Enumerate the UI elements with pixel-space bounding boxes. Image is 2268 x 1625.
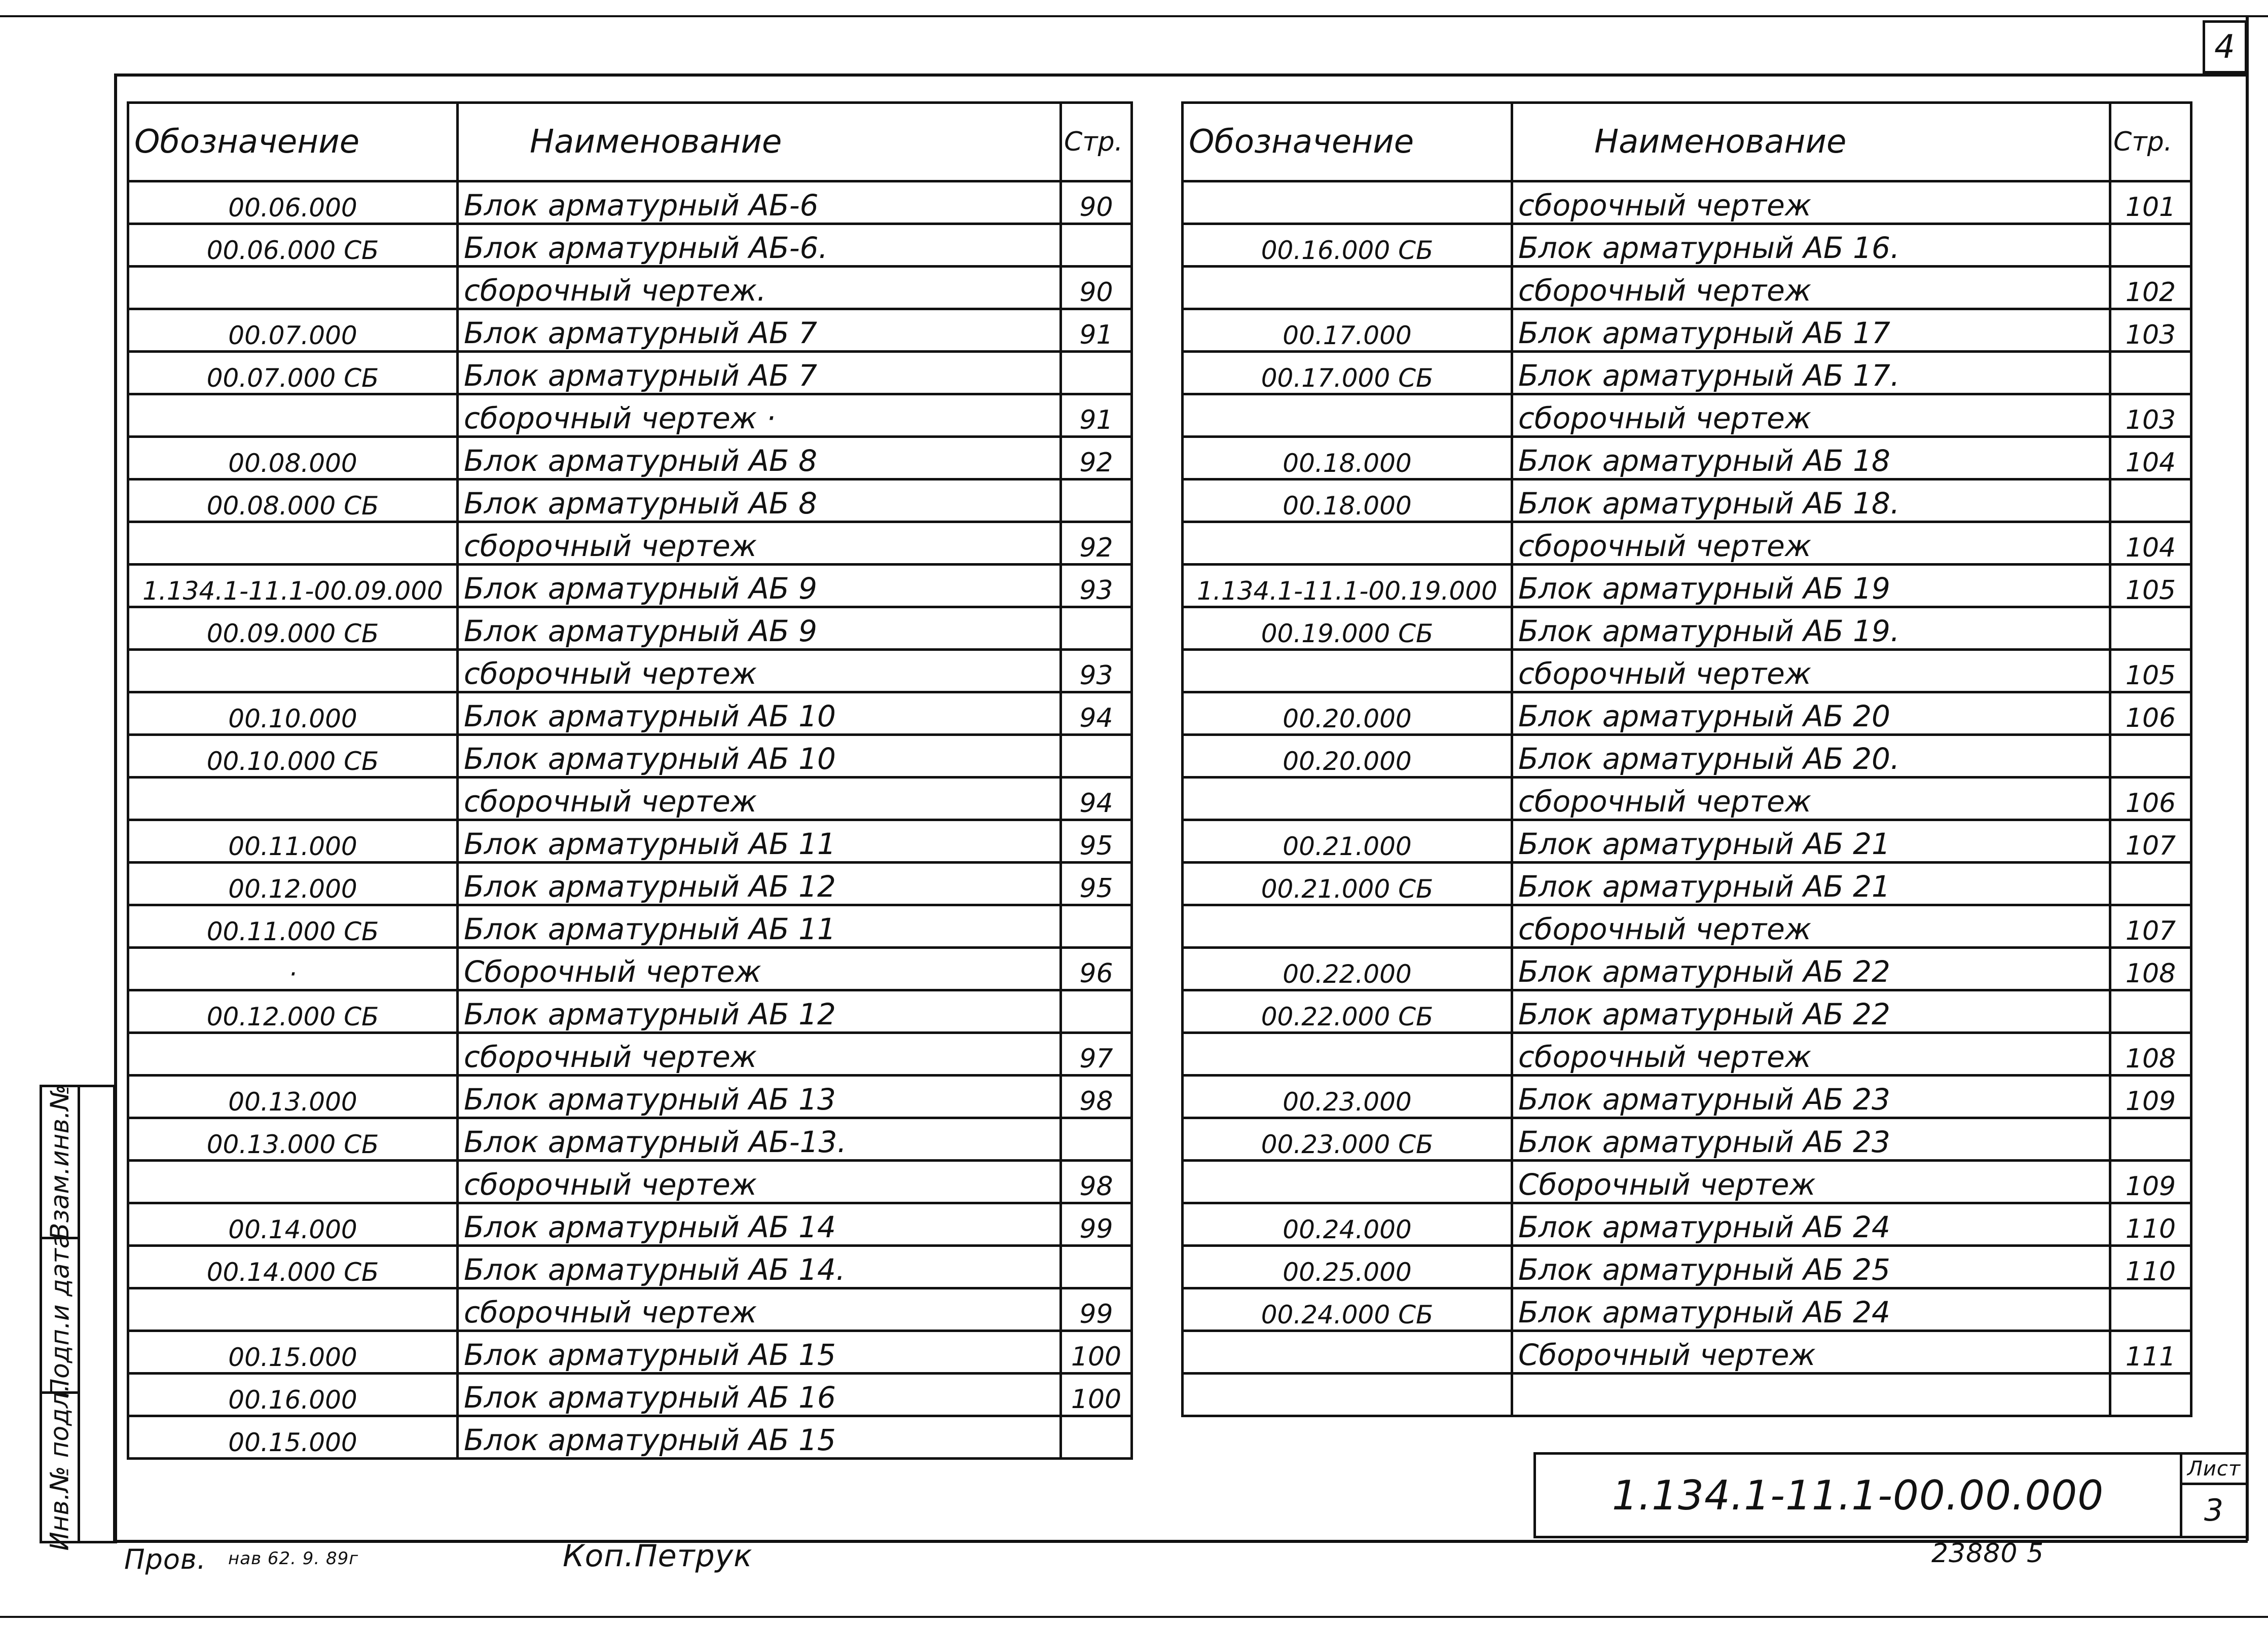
- table-row: [128, 735, 1132, 778]
- side-strip-divider: [78, 1087, 80, 1541]
- table-row: [1183, 1374, 2191, 1416]
- designation-cell: 00.14.000: [128, 1203, 458, 1246]
- designation-cell: [1183, 1033, 1512, 1076]
- designation-cell: 00.21.000 СБ: [1183, 863, 1512, 905]
- table-row: [128, 692, 1132, 735]
- page-cell: [1061, 1246, 1132, 1288]
- name-cell: сборочный чертеж: [1512, 905, 2110, 948]
- name-cell: Блок арматурный АБ 14.: [458, 1246, 1061, 1288]
- page-cell: 109: [2110, 1161, 2191, 1203]
- page-cell: [1061, 1416, 1132, 1459]
- table-row: [1183, 905, 2191, 948]
- designation-cell: [128, 1288, 458, 1331]
- designation-cell: 00.12.000 СБ: [128, 990, 458, 1033]
- name-cell: сборочный чертеж: [1512, 650, 2110, 692]
- name-cell: Блок арматурный АБ 14: [458, 1203, 1061, 1246]
- table-row: [1183, 309, 2191, 352]
- table-row: [128, 309, 1132, 352]
- name-cell: Блок арматурный АБ 18.: [1512, 479, 2110, 522]
- table-row: [128, 948, 1132, 990]
- page-cell: 107: [2110, 905, 2191, 948]
- designation-cell: [128, 522, 458, 565]
- designation-cell: 00.06.000: [128, 181, 458, 224]
- designation-cell: 00.16.000 СБ: [1183, 224, 1512, 267]
- name-cell: Блок арматурный АБ 8: [458, 437, 1061, 479]
- checked-signature: нав 62. 9. 89г: [228, 1548, 359, 1569]
- name-cell: Блок арматурный АБ 24: [1512, 1288, 2110, 1331]
- page-cell: [2110, 735, 2191, 778]
- designation-cell: 1.134.1-11.1-00.09.000: [128, 565, 458, 607]
- designation-cell: [1183, 1374, 1512, 1416]
- table-row: [1183, 479, 2191, 522]
- page-cell: 95: [1061, 863, 1132, 905]
- designation-cell: 00.14.000 СБ: [128, 1246, 458, 1288]
- name-cell: сборочный чертеж: [458, 778, 1061, 820]
- name-cell: Блок арматурный АБ 19: [1512, 565, 2110, 607]
- table-row: [128, 1331, 1132, 1374]
- name-cell: Блок арматурный АБ-13.: [458, 1118, 1061, 1161]
- frame-top-line: [116, 73, 2248, 77]
- designation-cell: [1183, 905, 1512, 948]
- name-cell: Блок арматурный АБ 22: [1512, 990, 2110, 1033]
- page-cell: 102: [2110, 267, 2191, 309]
- table-row: [1183, 778, 2191, 820]
- table-row: [1183, 267, 2191, 309]
- page-cell: 110: [2110, 1246, 2191, 1288]
- name-cell: Блок арматурный АБ 8: [458, 479, 1061, 522]
- name-cell: Сборочный чертеж: [1512, 1331, 2110, 1374]
- name-cell: Блок арматурный АБ 15: [458, 1416, 1061, 1459]
- page-cell: 104: [2110, 437, 2191, 479]
- side-cell-swap-inv: [42, 1084, 78, 1240]
- page-cell: 90: [1061, 181, 1132, 224]
- designation-cell: [1183, 394, 1512, 437]
- page-cell: [1061, 479, 1132, 522]
- sheet-label-cell: [2182, 1455, 2246, 1485]
- name-cell: Блок арматурный АБ 13: [458, 1076, 1061, 1118]
- designation-cell: 00.06.000 СБ: [128, 224, 458, 267]
- designation-cell: [1183, 1161, 1512, 1203]
- left-table-header-row: [128, 103, 1132, 181]
- designation-cell: 00.10.000: [128, 692, 458, 735]
- name-cell: Блок арматурный АБ 9: [458, 607, 1061, 650]
- designation-cell: 00.19.000 СБ: [1183, 607, 1512, 650]
- page-cell: 100: [1061, 1331, 1132, 1374]
- table-row: [1183, 650, 2191, 692]
- designation-cell: [128, 394, 458, 437]
- designation-cell: 00.25.000: [1183, 1246, 1512, 1288]
- designation-cell: 00.21.000: [1183, 820, 1512, 863]
- table-row: [1183, 948, 2191, 990]
- table-row: [128, 607, 1132, 650]
- designation-cell: 1.134.1-11.1-00.19.000: [1183, 565, 1512, 607]
- name-cell: Блок арматурный АБ 25: [1512, 1246, 2110, 1288]
- page-cell: 101: [2110, 181, 2191, 224]
- left-table-body: [128, 181, 1132, 1459]
- designation-cell: [1183, 650, 1512, 692]
- designation-cell: 00.15.000: [128, 1416, 458, 1459]
- table-row: [1183, 224, 2191, 267]
- designation-cell: [128, 1161, 458, 1203]
- sheet-top-border: [0, 15, 2268, 17]
- name-cell: Блок арматурный АБ 12: [458, 990, 1061, 1033]
- table-row: [1183, 1331, 2191, 1374]
- page-cell: 105: [2110, 565, 2191, 607]
- table-row: [1183, 735, 2191, 778]
- designation-cell: 00.18.000: [1183, 479, 1512, 522]
- table-row: [128, 181, 1132, 224]
- table-row: [128, 1161, 1132, 1203]
- side-cell-sign-date: [42, 1233, 78, 1398]
- table-row: [1183, 692, 2191, 735]
- right-table-header-row: [1183, 103, 2191, 181]
- designation-cell: 00.17.000 СБ: [1183, 352, 1512, 394]
- sheet-number: 3: [2204, 1493, 2224, 1528]
- table-row: [128, 437, 1132, 479]
- table-row: [128, 267, 1132, 309]
- name-cell: Блок арматурный АБ-6: [458, 181, 1061, 224]
- name-cell: Блок арматурный АБ 7: [458, 309, 1061, 352]
- name-cell: [1512, 1374, 2110, 1416]
- name-cell: Блок арматурный АБ-6.: [458, 224, 1061, 267]
- designation-cell: 00.16.000: [128, 1374, 458, 1416]
- table-row: [1183, 394, 2191, 437]
- designation-cell: 00.08.000 СБ: [128, 479, 458, 522]
- frame-bottom-line: [116, 1540, 2248, 1543]
- page-cell: 106: [2110, 778, 2191, 820]
- page-cell: 91: [1061, 394, 1132, 437]
- table-row: [128, 1374, 1132, 1416]
- name-cell: Блок арматурный АБ 20.: [1512, 735, 2110, 778]
- page-cell: [1061, 905, 1132, 948]
- designation-cell: 00.17.000: [1183, 309, 1512, 352]
- page-cell: 99: [1061, 1288, 1132, 1331]
- page-cell: 96: [1061, 948, 1132, 990]
- name-cell: Блок арматурный АБ 22: [1512, 948, 2110, 990]
- page-cell: 106: [2110, 692, 2191, 735]
- name-cell: сборочный чертеж: [458, 1161, 1061, 1203]
- name-cell: Блок арматурный АБ 12: [458, 863, 1061, 905]
- left-header-designation: Обозначение: [128, 103, 458, 181]
- page-cell: 92: [1061, 437, 1132, 479]
- sheet-bottom-border: [0, 1616, 2268, 1618]
- table-row: [128, 778, 1132, 820]
- name-cell: Сборочный чертеж: [458, 948, 1061, 990]
- name-cell: сборочный чертеж: [1512, 394, 2110, 437]
- table-row: [1183, 1288, 2191, 1331]
- designation-cell: [128, 778, 458, 820]
- designation-cell: [1183, 181, 1512, 224]
- page-cell: 93: [1061, 650, 1132, 692]
- side-cell-inv-orig: [42, 1384, 78, 1551]
- designation-cell: 00.24.000 СБ: [1183, 1288, 1512, 1331]
- table-row: [1183, 1076, 2191, 1118]
- page-cell: [2110, 1288, 2191, 1331]
- table-row: [128, 1033, 1132, 1076]
- table-row: [128, 352, 1132, 394]
- name-cell: Блок арматурный АБ 24: [1512, 1203, 2110, 1246]
- name-cell: Блок арматурный АБ 11: [458, 905, 1061, 948]
- designation-cell: ·: [128, 948, 458, 990]
- designation-cell: 00.12.000: [128, 863, 458, 905]
- name-cell: Блок арматурный АБ 11: [458, 820, 1061, 863]
- page-cell: 93: [1061, 565, 1132, 607]
- designation-cell: [128, 267, 458, 309]
- name-cell: Блок арматурный АБ 10: [458, 692, 1061, 735]
- page-cell: 110: [2110, 1203, 2191, 1246]
- table-row: [1183, 352, 2191, 394]
- name-cell: Блок арматурный АБ 23: [1512, 1118, 2110, 1161]
- side-label-swap-inv: Взам.инв.№: [45, 1084, 75, 1240]
- left-header-name: Наименование: [458, 103, 1061, 181]
- page-cell: [2110, 1118, 2191, 1161]
- page-cell: 91: [1061, 309, 1132, 352]
- page-cell: [1061, 1118, 1132, 1161]
- designation-cell: 00.22.000 СБ: [1183, 990, 1512, 1033]
- title-block: [1533, 1452, 2248, 1538]
- page-cell: 103: [2110, 394, 2191, 437]
- table-row: [1183, 1033, 2191, 1076]
- designation-cell: 00.11.000: [128, 820, 458, 863]
- designation-cell: [128, 650, 458, 692]
- designation-cell: 00.13.000 СБ: [128, 1118, 458, 1161]
- page-cell: 90: [1061, 267, 1132, 309]
- sheet-label: Лист: [2187, 1457, 2241, 1481]
- page-cell: 108: [2110, 948, 2191, 990]
- name-cell: Блок арматурный АБ 17: [1512, 309, 2110, 352]
- name-cell: Блок арматурный АБ 21: [1512, 863, 2110, 905]
- page-cell: [2110, 607, 2191, 650]
- right-header-page: Стр.: [2110, 103, 2191, 181]
- designation-cell: 00.11.000 СБ: [128, 905, 458, 948]
- name-cell: Блок арматурный АБ 16: [458, 1374, 1061, 1416]
- page-cell: 98: [1061, 1076, 1132, 1118]
- page-cell: 97: [1061, 1033, 1132, 1076]
- right-header-designation: Обозначение: [1183, 103, 1512, 181]
- designation-cell: 00.07.000: [128, 309, 458, 352]
- table-row: [1183, 1203, 2191, 1246]
- page-cell: 105: [2110, 650, 2191, 692]
- designation-cell: 00.23.000 СБ: [1183, 1118, 1512, 1161]
- name-cell: сборочный чертеж: [1512, 1033, 2110, 1076]
- side-label-sign-date: Подп.и дата: [45, 1233, 75, 1398]
- table-row: [128, 394, 1132, 437]
- table-row: [128, 820, 1132, 863]
- name-cell: Блок арматурный АБ 10: [458, 735, 1061, 778]
- designation-cell: 00.08.000: [128, 437, 458, 479]
- side-stamp-strip: [40, 1084, 116, 1551]
- name-cell: сборочный чертеж: [1512, 522, 2110, 565]
- designation-cell: 00.09.000 СБ: [128, 607, 458, 650]
- name-cell: Блок арматурный АБ 9: [458, 565, 1061, 607]
- page-cell: 92: [1061, 522, 1132, 565]
- table-row: [128, 1076, 1132, 1118]
- page-cell: [2110, 990, 2191, 1033]
- table-row: [128, 650, 1132, 692]
- page-cell: [1061, 735, 1132, 778]
- page-cell: 94: [1061, 692, 1132, 735]
- table-row: [1183, 437, 2191, 479]
- name-cell: Блок арматурный АБ 19.: [1512, 607, 2110, 650]
- designation-cell: [128, 1033, 458, 1076]
- name-cell: Блок арматурный АБ 17.: [1512, 352, 2110, 394]
- page-cell: 95: [1061, 820, 1132, 863]
- page-cell: 111: [2110, 1331, 2191, 1374]
- corner-page-number: 4: [2214, 28, 2236, 66]
- name-cell: Сборочный чертеж: [1512, 1161, 2110, 1203]
- page-cell: 104: [2110, 522, 2191, 565]
- table-row: [1183, 1246, 2191, 1288]
- name-cell: сборочный чертеж: [458, 1288, 1061, 1331]
- page-cell: 107: [2110, 820, 2191, 863]
- checked-label: Пров.: [124, 1543, 206, 1575]
- name-cell: сборочный чертеж: [1512, 181, 2110, 224]
- table-row: [1183, 990, 2191, 1033]
- table-row: [128, 565, 1132, 607]
- table-row: [1183, 607, 2191, 650]
- designation-cell: 00.13.000: [128, 1076, 458, 1118]
- name-cell: сборочный чертеж: [458, 650, 1061, 692]
- frame-right-line: [2246, 15, 2249, 1541]
- designation-cell: 00.20.000: [1183, 692, 1512, 735]
- left-header-page: Стр.: [1061, 103, 1132, 181]
- designation-cell: 00.22.000: [1183, 948, 1512, 990]
- designation-cell: 00.20.000: [1183, 735, 1512, 778]
- table-row: [128, 224, 1132, 267]
- page-cell: [1061, 607, 1132, 650]
- name-cell: сборочный чертеж ·: [458, 394, 1061, 437]
- right-header-name: Наименование: [1512, 103, 2110, 181]
- table-row: [128, 1416, 1132, 1459]
- page-cell: [2110, 224, 2191, 267]
- page-cell: 98: [1061, 1161, 1132, 1203]
- page-cell: 109: [2110, 1076, 2191, 1118]
- page-cell: [2110, 863, 2191, 905]
- designation-cell: [1183, 1331, 1512, 1374]
- table-row: [128, 479, 1132, 522]
- designation-cell: [1183, 267, 1512, 309]
- corner-page-box: [2203, 20, 2247, 73]
- table-row: [128, 1288, 1132, 1331]
- name-cell: Блок арматурный АБ 18: [1512, 437, 2110, 479]
- name-cell: Блок арматурный АБ 7: [458, 352, 1061, 394]
- table-row: [1183, 820, 2191, 863]
- designation-cell: 00.18.000: [1183, 437, 1512, 479]
- designation-cell: 00.10.000 СБ: [128, 735, 458, 778]
- page-cell: [2110, 352, 2191, 394]
- page-cell: [2110, 1374, 2191, 1416]
- archive-number: 23880 5: [1931, 1538, 2044, 1569]
- name-cell: Блок арматурный АБ 16.: [1512, 224, 2110, 267]
- table-row: [128, 1118, 1132, 1161]
- designation-cell: 00.24.000: [1183, 1203, 1512, 1246]
- page-cell: 103: [2110, 309, 2191, 352]
- page-cell: [2110, 479, 2191, 522]
- left-spec-table: [127, 101, 1133, 1460]
- table-row: [1183, 522, 2191, 565]
- table-row: [128, 1203, 1132, 1246]
- table-row: [1183, 863, 2191, 905]
- page-cell: 100: [1061, 1374, 1132, 1416]
- table-row: [128, 863, 1132, 905]
- page-cell: 94: [1061, 778, 1132, 820]
- table-row: [1183, 181, 2191, 224]
- page-cell: 99: [1061, 1203, 1132, 1246]
- designation-cell: 00.23.000: [1183, 1076, 1512, 1118]
- name-cell: Блок арматурный АБ 23: [1512, 1076, 2110, 1118]
- name-cell: сборочный чертеж: [1512, 267, 2110, 309]
- right-table-body: [1183, 181, 2191, 1416]
- table-row: [128, 522, 1132, 565]
- name-cell: Блок арматурный АБ 20: [1512, 692, 2110, 735]
- copied-by: Коп.Петрук: [563, 1538, 753, 1574]
- table-row: [128, 905, 1132, 948]
- name-cell: сборочный чертеж: [458, 522, 1061, 565]
- designation-cell: [1183, 522, 1512, 565]
- table-row: [1183, 565, 2191, 607]
- right-spec-table: [1181, 101, 2192, 1417]
- name-cell: Блок арматурный АБ 21: [1512, 820, 2110, 863]
- name-cell: сборочный чертеж: [1512, 778, 2110, 820]
- table-row: [1183, 1161, 2191, 1203]
- name-cell: сборочный чертеж.: [458, 267, 1061, 309]
- side-label-inv-orig: Инв.№ подл.: [45, 1384, 75, 1551]
- designation-cell: [1183, 778, 1512, 820]
- name-cell: сборочный чертеж: [458, 1033, 1061, 1076]
- sheet-number-cell: [2182, 1485, 2246, 1536]
- designation-cell: 00.07.000 СБ: [128, 352, 458, 394]
- page-cell: 108: [2110, 1033, 2191, 1076]
- name-cell: Блок арматурный АБ 15: [458, 1331, 1061, 1374]
- designation-cell: 00.15.000: [128, 1331, 458, 1374]
- table-row: [1183, 1118, 2191, 1161]
- page-cell: [1061, 990, 1132, 1033]
- table-row: [128, 990, 1132, 1033]
- page-cell: [1061, 352, 1132, 394]
- table-row: [128, 1246, 1132, 1288]
- document-code: 1.134.1-11.1-00.00.000: [1612, 1471, 2104, 1519]
- page-cell: [1061, 224, 1132, 267]
